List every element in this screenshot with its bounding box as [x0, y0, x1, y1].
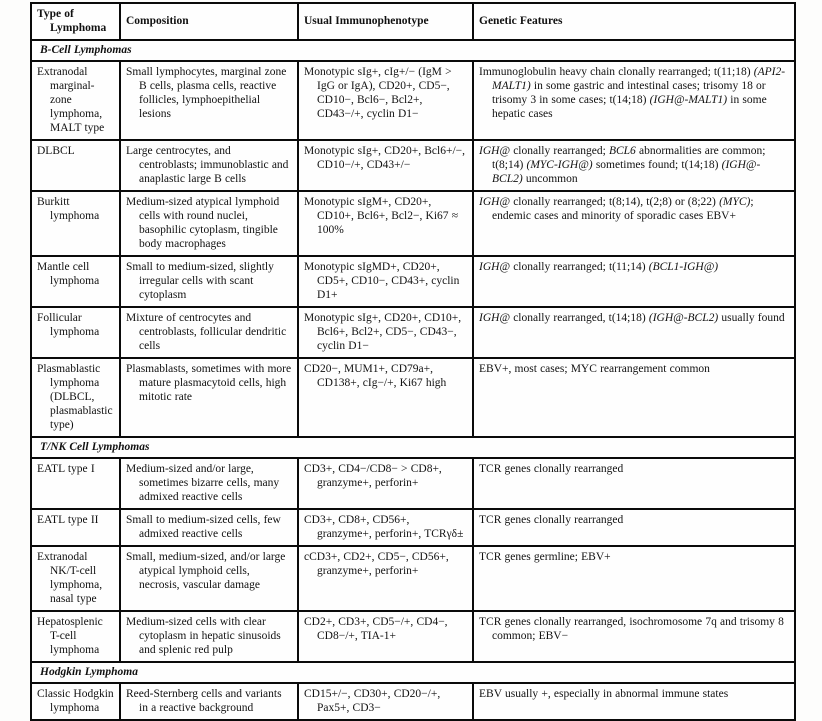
cell-immunophenotype: CD20−, MUM1+, CD79a+, CD138+, cIg−/+, Ki67 high [298, 358, 473, 437]
cell-composition: Small to medium-sized cells, few admixed reactive cells [120, 509, 298, 546]
table-row [31, 683, 795, 720]
table-row [31, 256, 795, 307]
table-row [31, 546, 795, 611]
cell-composition: Small lymphocytes, marginal zone B cells, plasma cells, reactive follicles, lymphoepithelial lesions [120, 61, 298, 140]
cell-composition: Medium-sized and/or large, sometimes bizarre cells, many admixed reactive cells [120, 458, 298, 509]
lymphoma-classification-table [30, 2, 796, 721]
cell-immunophenotype: CD3+, CD8+, CD56+, granzyme+, perforin+, TCRγδ± [298, 509, 473, 546]
cell-type-of-lymphoma: Hepatosplenic T-cell lymphoma [31, 611, 120, 662]
col-header-genetic-features: Genetic Features [473, 3, 795, 40]
col-header-type-of-lymphoma: Type of Lymphoma [31, 3, 120, 40]
table-row [31, 307, 795, 358]
table-row [31, 191, 795, 256]
cell-genetic-features: TCR genes clonally rearranged [473, 458, 795, 509]
section-row [31, 662, 795, 683]
cell-composition: Small, medium-sized, and/or large atypical lymphoid cells, necrosis, vascular damage [120, 546, 298, 611]
cell-genetic-features: IGH@ clonally rearranged; t(11;14) (BCL1-IGH@) [473, 256, 795, 307]
cell-genetic-features: IGH@ clonally rearranged, t(14;18) (IGH@-BCL2) usually found [473, 307, 795, 358]
col-header-usual-immunophenotype: Usual Immunophenotype [298, 3, 473, 40]
section-row [31, 437, 795, 458]
table-row [31, 61, 795, 140]
table-row [31, 611, 795, 662]
cell-immunophenotype: Monotypic sIgMD+, CD20+, CD5+, CD10−, CD43+, cyclin D1+ [298, 256, 473, 307]
header-row [31, 3, 795, 40]
col-header-composition: Composition [120, 3, 298, 40]
table-header [31, 3, 795, 40]
table-row [31, 358, 795, 437]
cell-genetic-features: TCR genes clonally rearranged [473, 509, 795, 546]
cell-type-of-lymphoma: Extranodal marginal-zone lymphoma, MALT type [31, 61, 120, 140]
cell-composition: Plasmablasts, sometimes with more mature plasmacytoid cells, high mitotic rate [120, 358, 298, 437]
cell-immunophenotype: CD15+/−, CD30+, CD20−/+, Pax5+, CD3− [298, 683, 473, 720]
section-row [31, 40, 795, 61]
cell-immunophenotype: CD2+, CD3+, CD5−/+, CD4−, CD8−/+, TIA-1+ [298, 611, 473, 662]
cell-type-of-lymphoma: Burkitt lymphoma [31, 191, 120, 256]
cell-type-of-lymphoma: Classic Hodgkin lymphoma [31, 683, 120, 720]
cell-genetic-features: IGH@ clonally rearranged; t(8;14), t(2;8) or (8;22) (MYC); endemic cases and minority of sporadic cases EBV+ [473, 191, 795, 256]
cell-genetic-features: EBV usually +, especially in abnormal immune states [473, 683, 795, 720]
section-title: B-Cell Lymphomas [31, 40, 795, 61]
cell-genetic-features: IGH@ clonally rearranged; BCL6 abnormalities are common; t(8;14) (MYC-IGH@) sometimes found; t(14;18) (IGH@-BCL2) uncommon [473, 140, 795, 191]
cell-type-of-lymphoma: Plasmablastic lymphoma (DLBCL, plasmablastic type) [31, 358, 120, 437]
table-row [31, 140, 795, 191]
cell-immunophenotype: Monotypic sIg+, CD20+, Bcl6+/−, CD10−/+, CD43+/− [298, 140, 473, 191]
cell-immunophenotype: cCD3+, CD2+, CD5−, CD56+, granzyme+, perforin+ [298, 546, 473, 611]
cell-type-of-lymphoma: DLBCL [31, 140, 120, 191]
table-row [31, 509, 795, 546]
cell-genetic-features: TCR genes germline; EBV+ [473, 546, 795, 611]
cell-composition: Small to medium-sized, slightly irregular cells with scant cytoplasm [120, 256, 298, 307]
cell-genetic-features: Immunoglobulin heavy chain clonally rearranged; t(11;18) (API2-MALT1) in some gastric and intestinal cases; trisomy 18 or trisomy 3 in some cases; t(14;18) (IGH@-MALT1) in some hepatic cases [473, 61, 795, 140]
cell-composition: Reed-Sternberg cells and variants in a reactive background [120, 683, 298, 720]
table-row [31, 458, 795, 509]
cell-genetic-features: TCR genes clonally rearranged, isochromosome 7q and trisomy 8 common; EBV− [473, 611, 795, 662]
cell-composition: Large centrocytes, and centroblasts; immunoblastic and anaplastic large B cells [120, 140, 298, 191]
cell-immunophenotype: Monotypic sIg+, CD20+, CD10+, Bcl6+, Bcl2+, CD5−, CD43−, cyclin D1− [298, 307, 473, 358]
section-title: T/NK Cell Lymphomas [31, 437, 795, 458]
cell-composition: Medium-sized cells with clear cytoplasm in hepatic sinusoids and splenic red pulp [120, 611, 298, 662]
cell-type-of-lymphoma: Extranodal NK/T-cell lymphoma, nasal type [31, 546, 120, 611]
cell-type-of-lymphoma: Mantle cell lymphoma [31, 256, 120, 307]
cell-type-of-lymphoma: EATL type I [31, 458, 120, 509]
cell-type-of-lymphoma: Follicular lymphoma [31, 307, 120, 358]
cell-immunophenotype: CD3+, CD4−/CD8− > CD8+, granzyme+, perforin+ [298, 458, 473, 509]
table-body [31, 40, 795, 720]
cell-composition: Medium-sized atypical lymphoid cells with round nuclei, basophilic cytoplasm, tingible body macrophages [120, 191, 298, 256]
cell-immunophenotype: Monotypic sIgM+, CD20+, CD10+, Bcl6+, Bcl2−, Ki67 ≈ 100% [298, 191, 473, 256]
cell-composition: Mixture of centrocytes and centroblasts, follicular dendritic cells [120, 307, 298, 358]
cell-type-of-lymphoma: EATL type II [31, 509, 120, 546]
cell-immunophenotype: Monotypic sIg+, cIg+/− (IgM > IgG or IgA), CD20+, CD5−, CD10−, Bcl6−, Bcl2+, CD43−/+, cyclin D1− [298, 61, 473, 140]
section-title: Hodgkin Lymphoma [31, 662, 795, 683]
cell-genetic-features: EBV+, most cases; MYC rearrangement common [473, 358, 795, 437]
